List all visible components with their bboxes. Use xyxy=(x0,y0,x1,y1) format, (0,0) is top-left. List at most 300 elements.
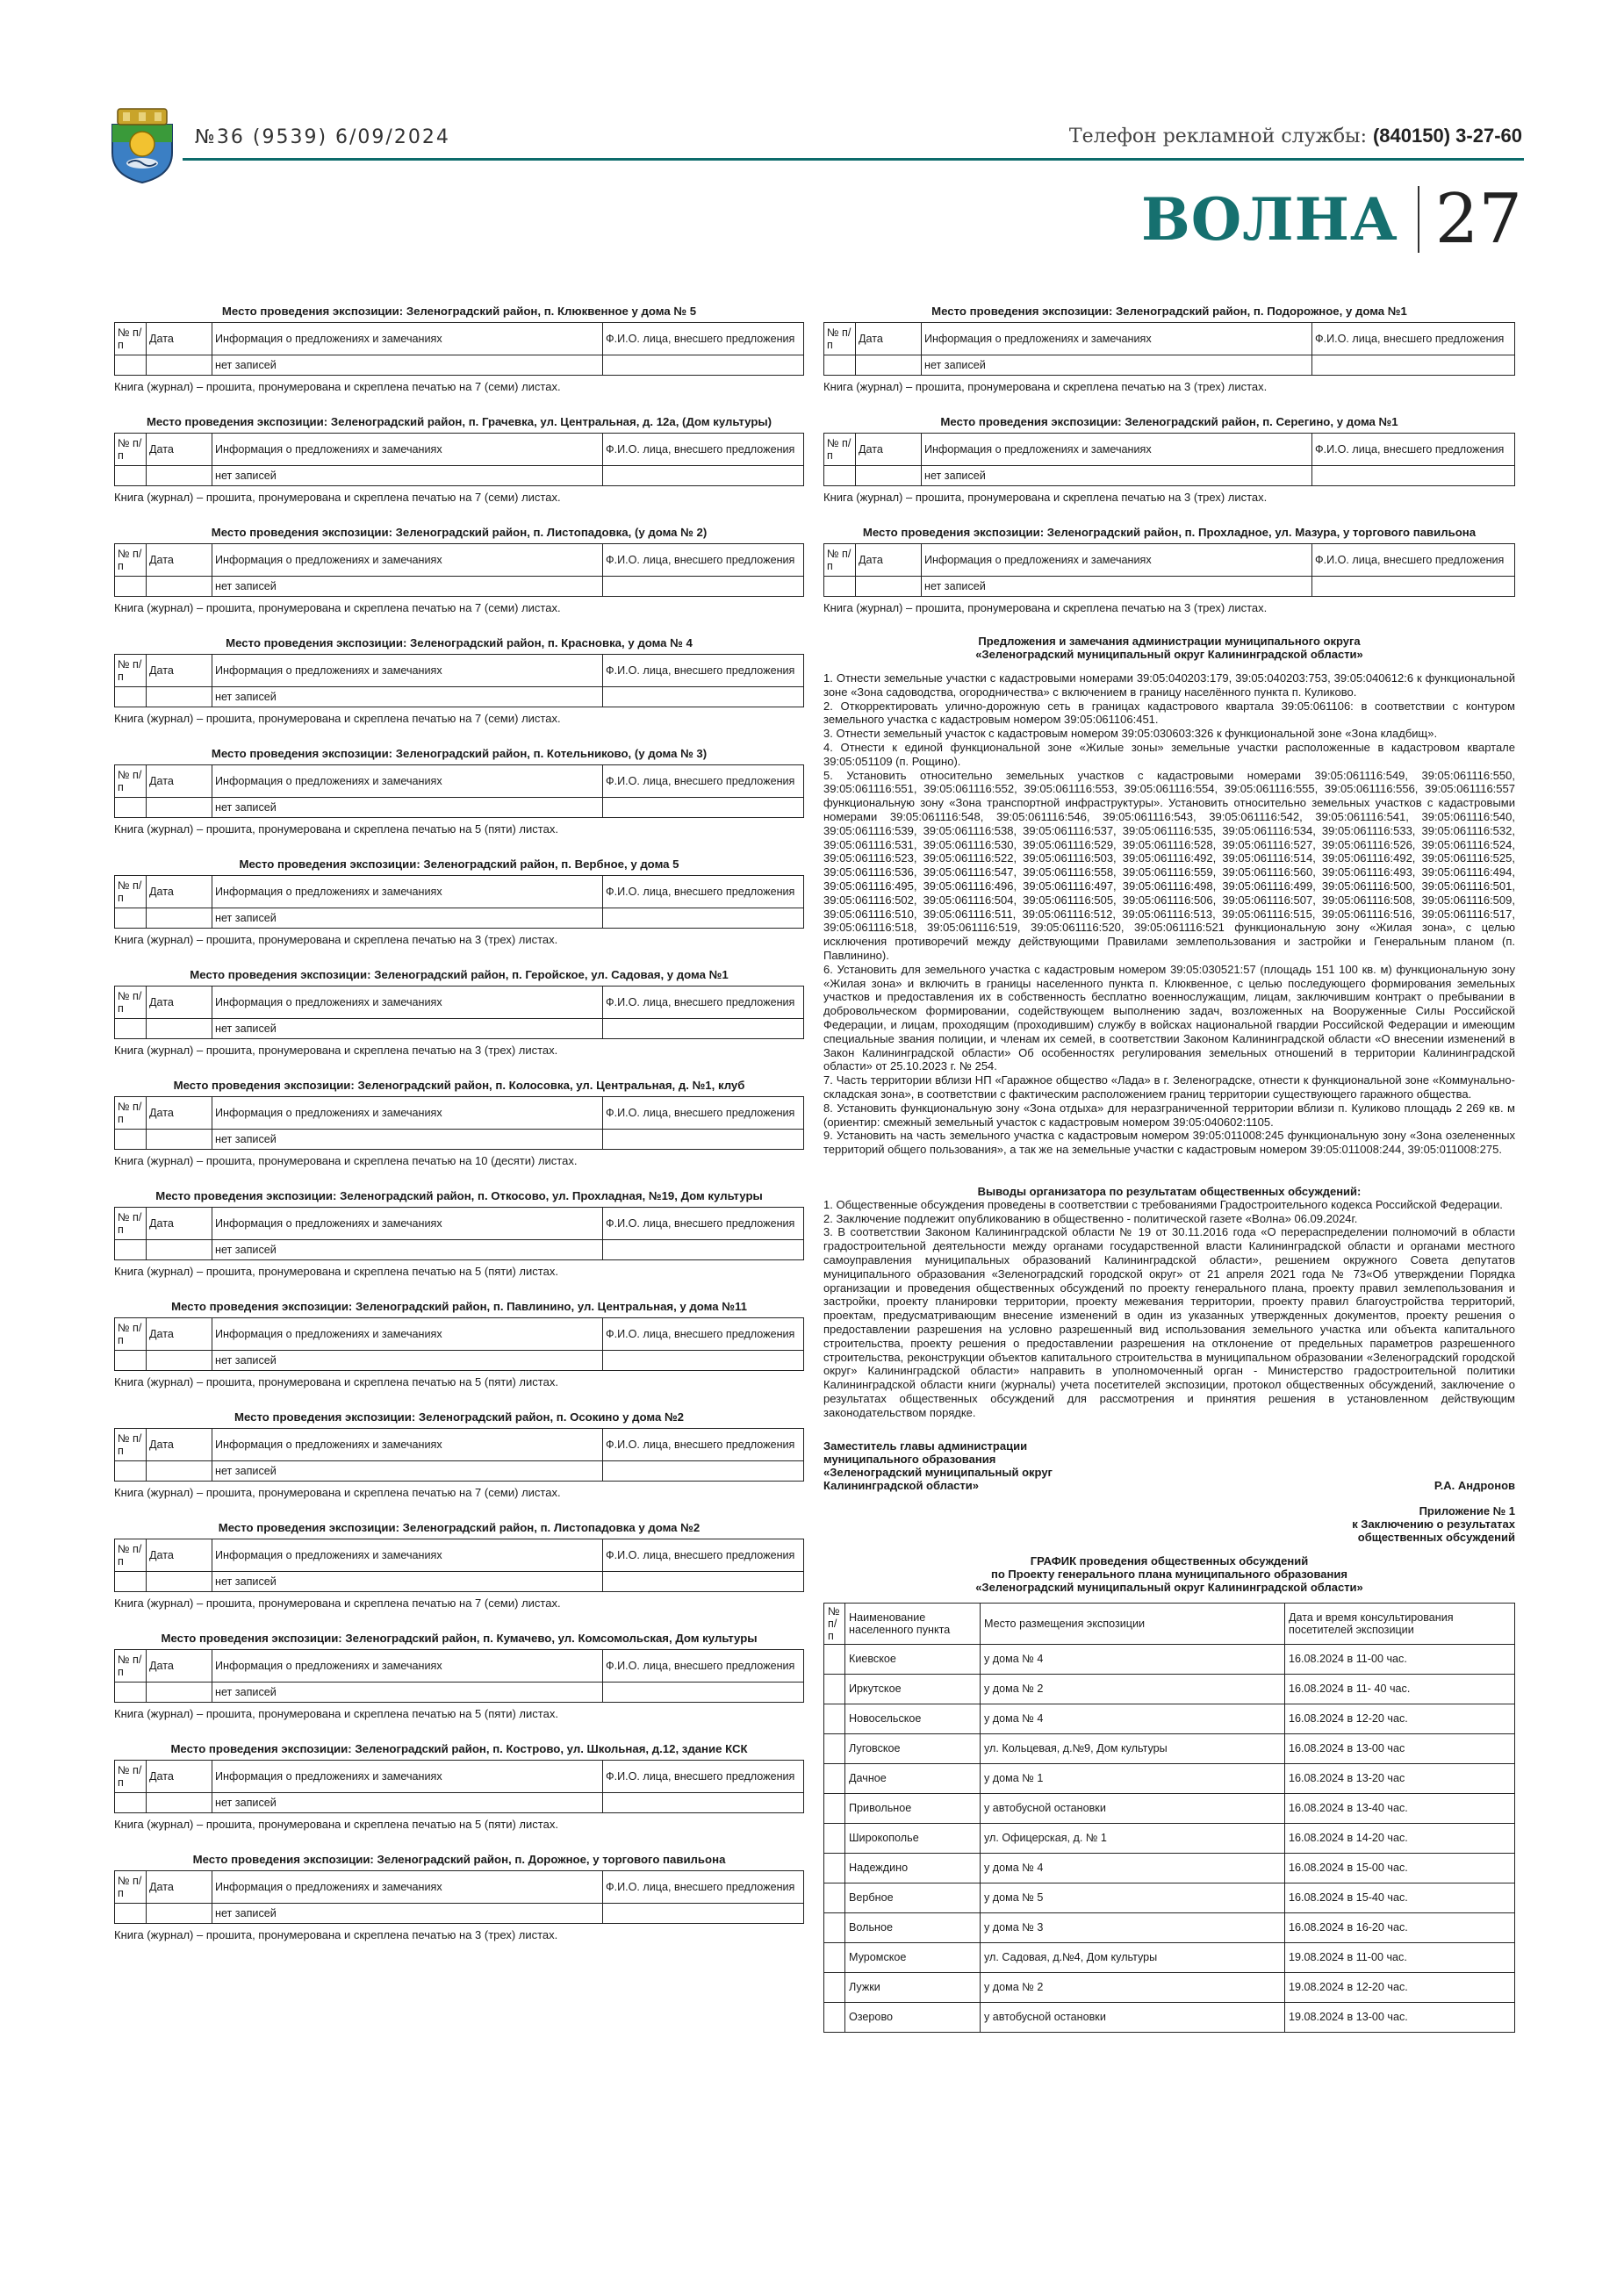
table-row xyxy=(824,1763,1515,1793)
col-info-header: Информация о предложениях и замечаниях xyxy=(212,765,603,798)
cell-date xyxy=(147,1351,212,1371)
block-spacer xyxy=(114,1832,804,1853)
exposition-place-cell: у дома № 3 xyxy=(981,1912,1285,1942)
appendix-label xyxy=(823,1504,1515,1544)
cell-fio xyxy=(603,466,804,486)
schedule-title-line1: ГРАФИК проведения общественных обсуждений xyxy=(1030,1553,1309,1568)
book-note: Книга (журнал) – прошита, пронумерована и скреплена печатью на 3 (трех) листах. xyxy=(823,380,1268,393)
col-date-header: Дата xyxy=(147,1429,212,1461)
col-info-header: Информация о предложениях и замечаниях xyxy=(922,323,1312,355)
col-date-header: Дата xyxy=(147,1208,212,1240)
col-date-header: Дата xyxy=(147,434,212,466)
table-header-row xyxy=(115,1318,804,1351)
block-spacer xyxy=(114,1168,804,1189)
table-row xyxy=(115,577,804,597)
col-info-header: Информация о предложениях и замечаниях xyxy=(212,1761,603,1793)
settlement-cell: Луговское xyxy=(845,1733,981,1763)
col-date-header: Дата xyxy=(147,655,212,687)
table-row xyxy=(115,687,804,707)
table-row xyxy=(824,1912,1515,1942)
settlement-cell: Привольное xyxy=(845,1793,981,1823)
page-number: 27 xyxy=(1434,180,1522,259)
schedule-title xyxy=(823,1554,1515,1594)
book-note: Книга (журнал) – прошита, пронумерована и скреплена печатью на 10 (десяти) листах. xyxy=(114,1154,578,1167)
comments-log-table xyxy=(114,764,804,818)
cell-fio xyxy=(603,1019,804,1039)
exposition-block xyxy=(114,857,804,947)
table-header-row xyxy=(115,765,804,798)
col-info-header: Информация о предложениях и замечаниях xyxy=(212,1539,603,1572)
col-fio-header: Ф.И.О. лица, внесшего предложения xyxy=(603,544,804,577)
masthead xyxy=(1140,180,1522,259)
table-row xyxy=(115,1461,804,1482)
col-fio-header: Ф.И.О. лица, внесшего предложения xyxy=(603,987,804,1019)
col-fio-header: Ф.И.О. лица, внесшего предложения xyxy=(603,1429,804,1461)
table-header-row xyxy=(115,1650,804,1683)
settlement-cell: Вольное xyxy=(845,1912,981,1942)
signature-line3: «Зеленоградский муниципальный округ xyxy=(823,1465,1053,1479)
cell-number xyxy=(824,355,856,376)
schedule-number-cell xyxy=(824,1763,845,1793)
table-header-row xyxy=(115,655,804,687)
exposition-block xyxy=(114,1189,804,1279)
col-fio-header: Ф.И.О. лица, внесшего предложения xyxy=(1312,544,1515,577)
exposition-title: Место проведения экспозиции: Зеленоградский район, п. Прохладное, ул. Мазура, у торгового павильона xyxy=(862,526,1477,539)
exposition-place-cell: у дома № 4 xyxy=(981,1704,1285,1733)
cell-fio xyxy=(603,1461,804,1482)
conclusions-title: Выводы организатора по результатам общественных обсуждений: xyxy=(977,1184,1362,1198)
col-fio-header: Ф.И.О. лица, внесшего предложения xyxy=(603,1097,804,1130)
col-fio-header: Ф.И.О. лица, внесшего предложения xyxy=(603,1208,804,1240)
settlement-cell: Лужки xyxy=(845,1972,981,2002)
exposition-place-cell: у дома № 1 xyxy=(981,1763,1285,1793)
table-header-row xyxy=(824,544,1515,577)
cell-fio xyxy=(603,577,804,597)
comments-log-table xyxy=(114,1428,804,1482)
schedule-title-line3: «Зеленоградский муниципальный округ Калининградской области» xyxy=(975,1580,1363,1594)
exposition-title: Место проведения экспозиции: Зеленоградский район, п. Вербное, у дома 5 xyxy=(239,857,679,871)
proposal-item: 8. Установить функциональную зону «Зона отдыха» для неразграниченной территории вблизи п. Куликово площадь 2 269 кв. м (ориентир: смежный земельный участок с кадастровым номером 39:05:040602:1105. xyxy=(823,1101,1515,1129)
schedule-number-cell xyxy=(824,1853,845,1883)
consult-time-cell: 16.08.2024 в 11-00 час. xyxy=(1285,1644,1515,1674)
cell-date xyxy=(147,466,212,486)
block-spacer xyxy=(114,1058,804,1079)
cell-fio xyxy=(603,1683,804,1703)
schedule-number-cell xyxy=(824,1883,845,1912)
book-note: Книга (журнал) – прошита, пронумерована и скреплена печатью на 7 (семи) листах. xyxy=(114,380,561,393)
cell-fio xyxy=(603,1130,804,1150)
cell-number xyxy=(115,1793,147,1813)
cell-number xyxy=(115,1904,147,1924)
exposition-place-cell: у автобусной остановки xyxy=(981,2002,1285,2032)
schedule-header-cell: Дата и время консультирования посетителей экспозиции xyxy=(1285,1603,1515,1644)
cell-fio xyxy=(603,1240,804,1260)
cell-number xyxy=(824,466,856,486)
cell-fio xyxy=(1312,577,1515,597)
col-fio-header: Ф.И.О. лица, внесшего предложения xyxy=(603,1318,804,1351)
schedule-number-cell xyxy=(824,1733,845,1763)
conclusion-item: 2. Заключение подлежит опубликованию в общественно - политической газете «Волна» 06.09.2024г. xyxy=(823,1211,1358,1225)
col-number-header: № п/п xyxy=(115,434,147,466)
no-records-cell: нет записей xyxy=(212,1130,603,1150)
schedule-number-cell xyxy=(824,1912,845,1942)
signature-line4: Калининградской области» xyxy=(823,1478,979,1492)
table-row xyxy=(115,798,804,818)
comments-log-table xyxy=(114,1760,804,1813)
col-number-header: № п/п xyxy=(115,655,147,687)
exposition-block xyxy=(114,1300,804,1389)
col-fio-header: Ф.И.О. лица, внесшего предложения xyxy=(1312,323,1515,355)
no-records-cell: нет записей xyxy=(212,1793,603,1813)
table-header-row xyxy=(115,434,804,466)
schedule-number-cell xyxy=(824,1793,845,1823)
no-records-cell: нет записей xyxy=(922,355,1312,376)
signatory-name: Р.А. Андронов xyxy=(1434,1478,1515,1492)
col-number-header: № п/п xyxy=(115,1208,147,1240)
settlement-cell: Вербное xyxy=(845,1883,981,1912)
cell-number xyxy=(115,908,147,929)
no-records-cell: нет записей xyxy=(922,466,1312,486)
table-row xyxy=(115,1351,804,1371)
book-note: Книга (журнал) – прошита, пронумерована и скреплена печатью на 7 (семи) листах. xyxy=(114,491,561,504)
conclusion-item: 1. Общественные обсуждения проведены в соответствии с требованиями Градостроительного кодекса Российской Федерации. xyxy=(823,1197,1503,1211)
schedule-title-line2: по Проекту генерального плана муниципального образования xyxy=(991,1567,1347,1581)
cell-date xyxy=(147,1904,212,1924)
no-records-cell: нет записей xyxy=(212,1904,603,1924)
block-spacer xyxy=(114,394,804,415)
table-header-row xyxy=(115,876,804,908)
schedule-header-cell: № п/п xyxy=(824,1603,845,1644)
signature-line1: Заместитель главы администрации xyxy=(823,1439,1028,1453)
page-header xyxy=(0,0,1624,263)
table-header-row xyxy=(115,1871,804,1904)
newspaper-title-text: ВОЛНА xyxy=(1140,185,1398,254)
proposals-list xyxy=(823,671,1515,1157)
col-number-header: № п/п xyxy=(115,1871,147,1904)
exposition-block xyxy=(823,305,1515,394)
col-date-header: Дата xyxy=(147,1097,212,1130)
col-info-header: Информация о предложениях и замечаниях xyxy=(212,1650,603,1683)
proposals-title-line2: «Зеленоградский муниципальный округ Калининградской области» xyxy=(975,648,1363,661)
col-date-header: Дата xyxy=(147,1871,212,1904)
comments-log-table xyxy=(114,433,804,486)
cell-fio xyxy=(603,1904,804,1924)
no-records-cell: нет записей xyxy=(922,577,1312,597)
col-date-header: Дата xyxy=(147,876,212,908)
col-date-header: Дата xyxy=(147,1650,212,1683)
cell-fio xyxy=(1312,355,1515,376)
col-fio-header: Ф.И.О. лица, внесшего предложения xyxy=(603,655,804,687)
proposal-item: 6. Установить для земельного участка с кадастровым номером 39:05:030521:57 (площадь 151 100 кв. м) функциональную зону «Жилая зона» и включить в границы населенного пункта п. Клюквенное, с целью последующего формирования земельных участков и предоставления их в собственность бесплатно военнослужащим, лицам, заключившим контракт о пребывании в добровольческом формировании, содействующем выполнению задач, возложенных на Вооруженные Силы Российской Федерации, и лицам, проходящим (проходившим) службу в войсках национальной гвардии Российской Федерации и имеющим специальные звания полиции, и членам их семей, в соответствии Законом Калининградской области «О внесении изменений в Закон Калининградской области» Об особенностях регулирования земельных отношений в территории Калининградской области» от 25.10.2023 г. № 254. xyxy=(823,962,1515,1073)
block-spacer xyxy=(114,1721,804,1742)
table-row xyxy=(824,1704,1515,1733)
cell-number xyxy=(115,1572,147,1592)
cell-date xyxy=(147,577,212,597)
table-row xyxy=(115,1793,804,1813)
col-number-header: № п/п xyxy=(115,1429,147,1461)
table-row xyxy=(824,1883,1515,1912)
col-date-header: Дата xyxy=(147,987,212,1019)
comments-log-table xyxy=(114,322,804,376)
ad-phone-number: (840150) 3-27-60 xyxy=(1372,125,1522,147)
cell-date xyxy=(147,1683,212,1703)
exposition-place-cell: ул. Кольцевая, д.№9, Дом культуры xyxy=(981,1733,1285,1763)
consult-time-cell: 16.08.2024 в 13-20 час xyxy=(1285,1763,1515,1793)
col-number-header: № п/п xyxy=(824,544,856,577)
exposition-place-cell: у дома № 2 xyxy=(981,1972,1285,2002)
col-number-header: № п/п xyxy=(115,1761,147,1793)
exposition-title: Место проведения экспозиции: Зеленоградский район, п. Листопадовка, (у дома № 2) xyxy=(211,526,708,539)
table-row xyxy=(115,1130,804,1150)
comments-log-table xyxy=(114,1870,804,1924)
col-fio-header: Ф.И.О. лица, внесшего предложения xyxy=(603,323,804,355)
appendix-line3: общественных обсуждений xyxy=(1357,1530,1515,1544)
col-date-header: Дата xyxy=(147,544,212,577)
book-note: Книга (журнал) – прошита, пронумерована и скреплена печатью на 7 (семи) листах. xyxy=(114,601,561,614)
exposition-place-cell: ул. Офицерская, д. № 1 xyxy=(981,1823,1285,1853)
consult-time-cell: 19.08.2024 в 11-00 час. xyxy=(1285,1942,1515,1972)
no-records-cell: нет записей xyxy=(212,798,603,818)
book-note: Книга (журнал) – прошита, пронумерована и скреплена печатью на 5 (пяти) листах. xyxy=(114,1707,558,1720)
cell-number xyxy=(115,1351,147,1371)
cell-fio xyxy=(603,1793,804,1813)
col-number-header: № п/п xyxy=(115,876,147,908)
comments-log-table xyxy=(114,986,804,1039)
exposition-title: Место проведения экспозиции: Зеленоградский район, п. Геройское, ул. Садовая, у дома №1 xyxy=(190,968,729,981)
col-info-header: Информация о предложениях и замечаниях xyxy=(212,434,603,466)
table-row xyxy=(115,1240,804,1260)
table-row xyxy=(115,355,804,376)
book-note: Книга (журнал) – прошита, пронумерована и скреплена печатью на 7 (семи) листах. xyxy=(114,1486,561,1499)
cell-fio xyxy=(603,355,804,376)
table-header-row xyxy=(115,1539,804,1572)
col-number-header: № п/п xyxy=(115,987,147,1019)
signature-line2: муниципального образования xyxy=(823,1452,996,1466)
cell-number xyxy=(115,1130,147,1150)
consult-time-cell: 16.08.2024 в 11- 40 час. xyxy=(1285,1674,1515,1704)
cell-fio xyxy=(603,1572,804,1592)
block-spacer xyxy=(114,726,804,747)
cell-number xyxy=(115,1461,147,1482)
table-header-row xyxy=(115,1429,804,1461)
comments-log-table xyxy=(114,543,804,597)
comments-log-table xyxy=(114,1096,804,1150)
book-note: Книга (журнал) – прошита, пронумерована и скреплена печатью на 5 (пяти) листах. xyxy=(114,822,558,836)
comments-log-table xyxy=(114,1317,804,1371)
exposition-place-cell: у дома № 4 xyxy=(981,1644,1285,1674)
book-note: Книга (журнал) – прошита, пронумерована и скреплена печатью на 7 (семи) листах. xyxy=(114,712,561,725)
block-spacer xyxy=(114,947,804,968)
cell-number xyxy=(115,687,147,707)
book-note: Книга (журнал) – прошита, пронумерована и скреплена печатью на 3 (трех) листах. xyxy=(114,1044,558,1057)
cell-date xyxy=(147,1019,212,1039)
col-date-header: Дата xyxy=(147,1761,212,1793)
table-row xyxy=(824,577,1515,597)
cell-date xyxy=(147,1130,212,1150)
col-info-header: Информация о предложениях и замечаниях xyxy=(212,876,603,908)
exposition-title: Место проведения экспозиции: Зеленоградский район, п. Колосовка, ул. Центральная, д. №1, клуб xyxy=(173,1079,745,1092)
conclusion-item: 3. В соответствии Законом Калининградской области № 19 от 30.11.2016 года «О перераспределении полномочий в области градостроительной деятельности между органами государственной власти Калининградской области и органами местного самоуправления муниципальных образований Калининградской области», решением окружного Совета депутатов муниципального образования «Зеленоградский городской округ» от 21 апреля 2021 года № 73«Об утверждении Порядка организации и проведения общественных обсуждений по проекту генерального плана, проекту правил землепользования и застройки, проекту планировки территории, проекту межевания территории, проекту правил благоустройства территорий, проектам, предусматривающим внесение изменений в один из указанных утвержденных документов, проекту решения о предоставлении разрешения на условно разрешенный вид использования земельного участка или объекта капитального строительства, проекту решения о предоставлении разрешения на отклонение от предельных параметров разрешенного строительства, реконструкции объектов капитального строительства в муниципальном образовании «Зеленоградский городской округ» Калининградской области» направить в уполномоченный орган - Министерство градостроительной политики Калининградской области книги (журналы) учета посетителей экспозиции, протокол общественных обсуждений, заключение о результатах общественных обсуждений для рассмотрения и принятия решения в установленном действующим законодательством порядке. xyxy=(823,1225,1515,1419)
col-number-header: № п/п xyxy=(115,1650,147,1683)
cell-date xyxy=(147,355,212,376)
schedule-header-cell: Наименование населенного пункта xyxy=(845,1603,981,1644)
comments-log-table xyxy=(823,543,1515,597)
table-header-row xyxy=(115,987,804,1019)
col-info-header: Информация о предложениях и замечаниях xyxy=(212,1097,603,1130)
exposition-block xyxy=(114,1742,804,1832)
table-row xyxy=(824,1972,1515,2002)
coat-of-arms-icon xyxy=(109,107,176,184)
exposition-block xyxy=(114,968,804,1058)
exposition-place-cell: ул. Садовая, д.№4, Дом культуры xyxy=(981,1942,1285,1972)
cell-date xyxy=(147,1240,212,1260)
consult-time-cell: 16.08.2024 в 16-20 час. xyxy=(1285,1912,1515,1942)
table-row xyxy=(824,2002,1515,2032)
settlement-cell: Киевское xyxy=(845,1644,981,1674)
exposition-title: Место проведения экспозиции: Зеленоградский район, п. Кострово, ул. Школьная, д.12, здание КСК xyxy=(170,1742,748,1755)
block-spacer xyxy=(114,1611,804,1632)
exposition-block xyxy=(114,747,804,836)
col-date-header: Дата xyxy=(147,1539,212,1572)
col-date-header: Дата xyxy=(147,323,212,355)
exposition-block xyxy=(114,415,804,505)
cell-number xyxy=(115,1240,147,1260)
exposition-title: Место проведения экспозиции: Зеленоградский район, п. Откосово, ул. Прохладная, №19, Дом культуры xyxy=(155,1189,763,1202)
cell-fio xyxy=(603,908,804,929)
right-column xyxy=(823,305,1515,2033)
book-note: Книга (журнал) – прошита, пронумерована и скреплена печатью на 3 (трех) листах. xyxy=(823,491,1268,504)
col-date-header: Дата xyxy=(856,544,922,577)
left-column xyxy=(114,305,804,1942)
book-note: Книга (журнал) – прошита, пронумерована и скреплена печатью на 3 (трех) листах. xyxy=(114,933,558,946)
cell-date xyxy=(147,1572,212,1592)
col-fio-header: Ф.И.О. лица, внесшего предложения xyxy=(603,1650,804,1683)
cell-number xyxy=(115,355,147,376)
comments-log-table xyxy=(114,1207,804,1260)
book-note: Книга (журнал) – прошита, пронумерована и скреплена печатью на 3 (трех) листах. xyxy=(114,1928,558,1941)
exposition-title: Место проведения экспозиции: Зеленоградский район, п. Красновка, у дома № 4 xyxy=(226,636,693,649)
col-number-header: № п/п xyxy=(115,544,147,577)
settlement-cell: Озерово xyxy=(845,2002,981,2032)
settlement-cell: Муромское xyxy=(845,1942,981,1972)
table-row xyxy=(115,1683,804,1703)
table-row xyxy=(824,1733,1515,1763)
book-note: Книга (журнал) – прошита, пронумерована и скреплена печатью на 5 (пяти) листах. xyxy=(114,1265,558,1278)
exposition-block xyxy=(114,1521,804,1611)
proposals-title-line1: Предложения и замечания администрации муниципального округа xyxy=(978,635,1361,648)
settlement-cell: Широкополье xyxy=(845,1823,981,1853)
col-number-header: № п/п xyxy=(115,1539,147,1572)
col-fio-header: Ф.И.О. лица, внесшего предложения xyxy=(603,876,804,908)
exposition-block xyxy=(114,305,804,394)
col-number-header: № п/п xyxy=(115,1318,147,1351)
proposal-item: 1. Отнести земельные участки с кадастровыми номерами 39:05:040203:179, 39:05:040203:753, 39:05:040612:6 к функциональной зоне «Зона садоводства, огородничества» с включением в границу населённого пункта п. Куликово. xyxy=(823,671,1515,699)
settlement-cell: Дачное xyxy=(845,1763,981,1793)
schedule-number-cell xyxy=(824,1972,845,2002)
appendix-line2: к Заключению о результатах xyxy=(1352,1517,1515,1531)
no-records-cell: нет записей xyxy=(212,1019,603,1039)
col-info-header: Информация о предложениях и замечаниях xyxy=(212,544,603,577)
schedule-number-cell xyxy=(824,2002,845,2032)
table-header-row xyxy=(115,323,804,355)
block-spacer xyxy=(114,1279,804,1300)
col-number-header: № п/п xyxy=(115,1097,147,1130)
table-header-row xyxy=(115,544,804,577)
cell-number xyxy=(115,1683,147,1703)
settlement-cell: Надеждино xyxy=(845,1853,981,1883)
comments-log-table xyxy=(114,1649,804,1703)
consult-time-cell: 16.08.2024 в 12-20 час. xyxy=(1285,1704,1515,1733)
col-fio-header: Ф.И.О. лица, внесшего предложения xyxy=(603,1539,804,1572)
exposition-title: Место проведения экспозиции: Зеленоградский район, п. Серегино, у дома №1 xyxy=(940,415,1398,428)
table-header-row xyxy=(115,1208,804,1240)
col-info-header: Информация о предложениях и замечаниях xyxy=(922,434,1312,466)
cell-fio xyxy=(603,798,804,818)
cell-date xyxy=(147,798,212,818)
cell-date xyxy=(147,687,212,707)
exposition-title: Место проведения экспозиции: Зеленоградский район, п. Котельниково, (у дома № 3) xyxy=(211,747,708,760)
book-note: Книга (журнал) – прошита, пронумерована и скреплена печатью на 5 (пяти) листах. xyxy=(114,1818,558,1831)
newspaper-title xyxy=(1141,185,1398,254)
exposition-title: Место проведения экспозиции: Зеленоградский район, п. Листопадовка у дома №2 xyxy=(218,1521,701,1534)
col-date-header: Дата xyxy=(147,1318,212,1351)
settlement-cell: Иркутское xyxy=(845,1674,981,1704)
cell-date xyxy=(856,466,922,486)
col-fio-header: Ф.И.О. лица, внесшего предложения xyxy=(1312,434,1515,466)
col-number-header: № п/п xyxy=(115,323,147,355)
proposal-item: 2. Откорректировать улично-дорожную сеть в границах кадастрового квартала 39:05:061106: в соответствии с контуром земельного участка с кадастровым номером 39:05:061106:451. xyxy=(823,699,1515,727)
consult-time-cell: 19.08.2024 в 13-00 час. xyxy=(1285,2002,1515,2032)
consult-time-cell: 19.08.2024 в 12-20 час. xyxy=(1285,1972,1515,2002)
exposition-block xyxy=(114,1632,804,1721)
col-fio-header: Ф.И.О. лица, внесшего предложения xyxy=(603,765,804,798)
consult-time-cell: 16.08.2024 в 13-00 час xyxy=(1285,1733,1515,1763)
exposition-title: Место проведения экспозиции: Зеленоградский район, п. Клюквенное у дома № 5 xyxy=(221,305,697,318)
no-records-cell: нет записей xyxy=(212,1351,603,1371)
exposition-block xyxy=(114,526,804,615)
col-date-header: Дата xyxy=(856,434,922,466)
proposals-title xyxy=(823,635,1515,661)
table-row xyxy=(824,1853,1515,1883)
consult-time-cell: 16.08.2024 в 14-20 час. xyxy=(1285,1823,1515,1853)
table-row xyxy=(824,355,1515,376)
exposition-place-cell: у автобусной остановки xyxy=(981,1793,1285,1823)
table-row xyxy=(115,466,804,486)
issue-number: №36 (9539) 6/09/2024 xyxy=(195,126,450,148)
col-info-header: Информация о предложениях и замечаниях xyxy=(212,655,603,687)
exposition-block xyxy=(823,415,1515,505)
exposition-block xyxy=(114,636,804,726)
col-info-header: Информация о предложениях и замечаниях xyxy=(212,323,603,355)
table-row xyxy=(115,908,804,929)
col-date-header: Дата xyxy=(856,323,922,355)
appendix-line1: Приложение № 1 xyxy=(1419,1503,1515,1518)
col-info-header: Информация о предложениях и замечаниях xyxy=(212,1208,603,1240)
cell-fio xyxy=(603,687,804,707)
cell-date xyxy=(856,355,922,376)
schedule-header-cell: Место размещения экспозиции xyxy=(981,1603,1285,1644)
exposition-title: Место проведения экспозиции: Зеленоградский район, п. Дорожное, у торгового павильона xyxy=(192,1853,726,1866)
block-spacer xyxy=(114,1389,804,1410)
schedule-number-cell xyxy=(824,1704,845,1733)
conclusions-list xyxy=(823,1198,1515,1420)
no-records-cell: нет записей xyxy=(212,1683,603,1703)
cell-number xyxy=(115,1019,147,1039)
ad-phone xyxy=(1069,125,1522,147)
block-spacer xyxy=(823,505,1515,526)
cell-date xyxy=(856,577,922,597)
block-spacer xyxy=(114,615,804,636)
